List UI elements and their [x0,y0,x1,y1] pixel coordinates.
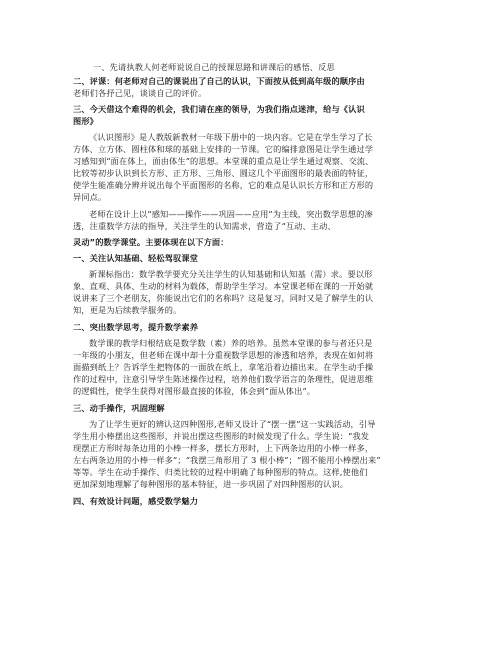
paragraph-line: 作的过程中，注意引导学生陈述操作过程，培养他们数学语言的条理性，促进思维 [73,374,374,384]
paragraph-line: 象、直观、具体、生动的材料为载体，帮助学生学习。本堂课老师在课的一开始就 [73,281,374,291]
paragraph-line: 方体、立方体、圆柱体和球的基础上安排的一节课。它的编排意图是让学生通过学 [73,144,374,154]
paragraph-line: 知，更是为后续教学服务的。 [73,305,182,315]
paragraph-line: 一年级的小朋友，但老师在课中却十分重视数学思想的渗透和培养，表现在如何将 [73,350,374,360]
section-heading: 图形》 [73,116,99,126]
section-heading: 四、有效设计问题，感受数学魅力 [73,496,199,506]
paragraph-line: 比较等初步认识到长方形、正方形、三角形、圆这几个平面图形的最表面的特征， [73,168,374,178]
paragraph-line: 更加深刻地理解了每种图形的基本特征，进一步巩固了对四种图形的认识。 [73,479,349,489]
paragraph-line: 现摆正方形时每条边用的小棒一样多，摆长方形时，上下两条边用的小棒一样多， [73,443,374,453]
section-heading: 二、评课：何老师对自己的课说出了自己的认识，下面按从低到高年级的顺序由 [73,76,365,86]
paragraph-line: 左右两条边用的小棒一样多”；“我摆三角形用了 3 根小棒”；“圆不能用小棒摆出来” [73,455,381,465]
section-heading: 三、今天借这个难得的机会，我们请在座的领导，为我们指点迷津，给与《认识 [73,104,365,114]
section-heading: 一、关注认知基础、轻松驾驭课堂 [73,253,199,263]
paragraph-line: 为了让学生更好的辨认这四种图形,老师又设计了“摆一摆”这一实践活动，引导 [89,419,376,429]
paragraph-line: 说讲来了三个老朋友，你能说出它们的名称吗？这是复习，同时又是了解学生的认 [73,293,374,303]
section-heading: 灵动”的数学课堂。主要体现在以下方面： [73,237,229,247]
paragraph-line: 《认识图形》是人教版新教材一年级下册中的一块内容。它是在学生学习了长 [89,132,373,142]
section-heading: 三、动手操作，巩固理解 [73,403,165,413]
paragraph-line: 的逻辑性，使学生获得对图形最直接的体验，体会到“面从体出”。 [73,386,316,396]
paragraph-line: 老师们各抒己见，谈谈自己的评价。 [73,88,207,98]
paragraph-line: 透，注重数学方法的指导，关注学生的认知需求，营造了“互动、主动、 [73,221,336,231]
paragraph-line: 等等。学生在动手操作、归类比较的过程中明确了每种图形的特点。这样,使他们 [73,467,368,477]
paragraph-line: 数学课的教学归根结底是数学数（素）养的培养。虽然本堂课的参与者还只是 [89,338,373,348]
paragraph-line: 面描到纸上？告诉学生把物体的一面放在纸上，拿笔沿着边描出来。在学生动手操 [73,362,374,372]
paragraph-line: 一、先请执教人何老师说说自己的授课思路和讲课后的感悟、反思 [93,62,335,72]
paragraph-line: 学生用小棒摆出这些图形，并说出摆这些图形的时候发现了什么。学生说：“我发 [73,431,370,441]
paragraph-line: 新课标指出：数学教学要充分关注学生的认知基础和认知基（需）求。要以形 [89,269,373,279]
section-heading: 二、突出数学思考，提升数学素养 [73,322,199,332]
paragraph-line: 老师在设计上以“感知——操作——巩固——应用”为主线，突出数学思想的渗 [89,209,373,219]
paragraph-line: 异同点。 [73,192,107,202]
paragraph-line: 使学生能准确分辨并说出每个平面图形的名称，它的难点是认识长方形和正方形的 [73,180,374,190]
paragraph-line: 习感知到“面在体上，面由体生”的思想。本堂课的重点是让学生通过观察、交流、 [73,156,374,166]
